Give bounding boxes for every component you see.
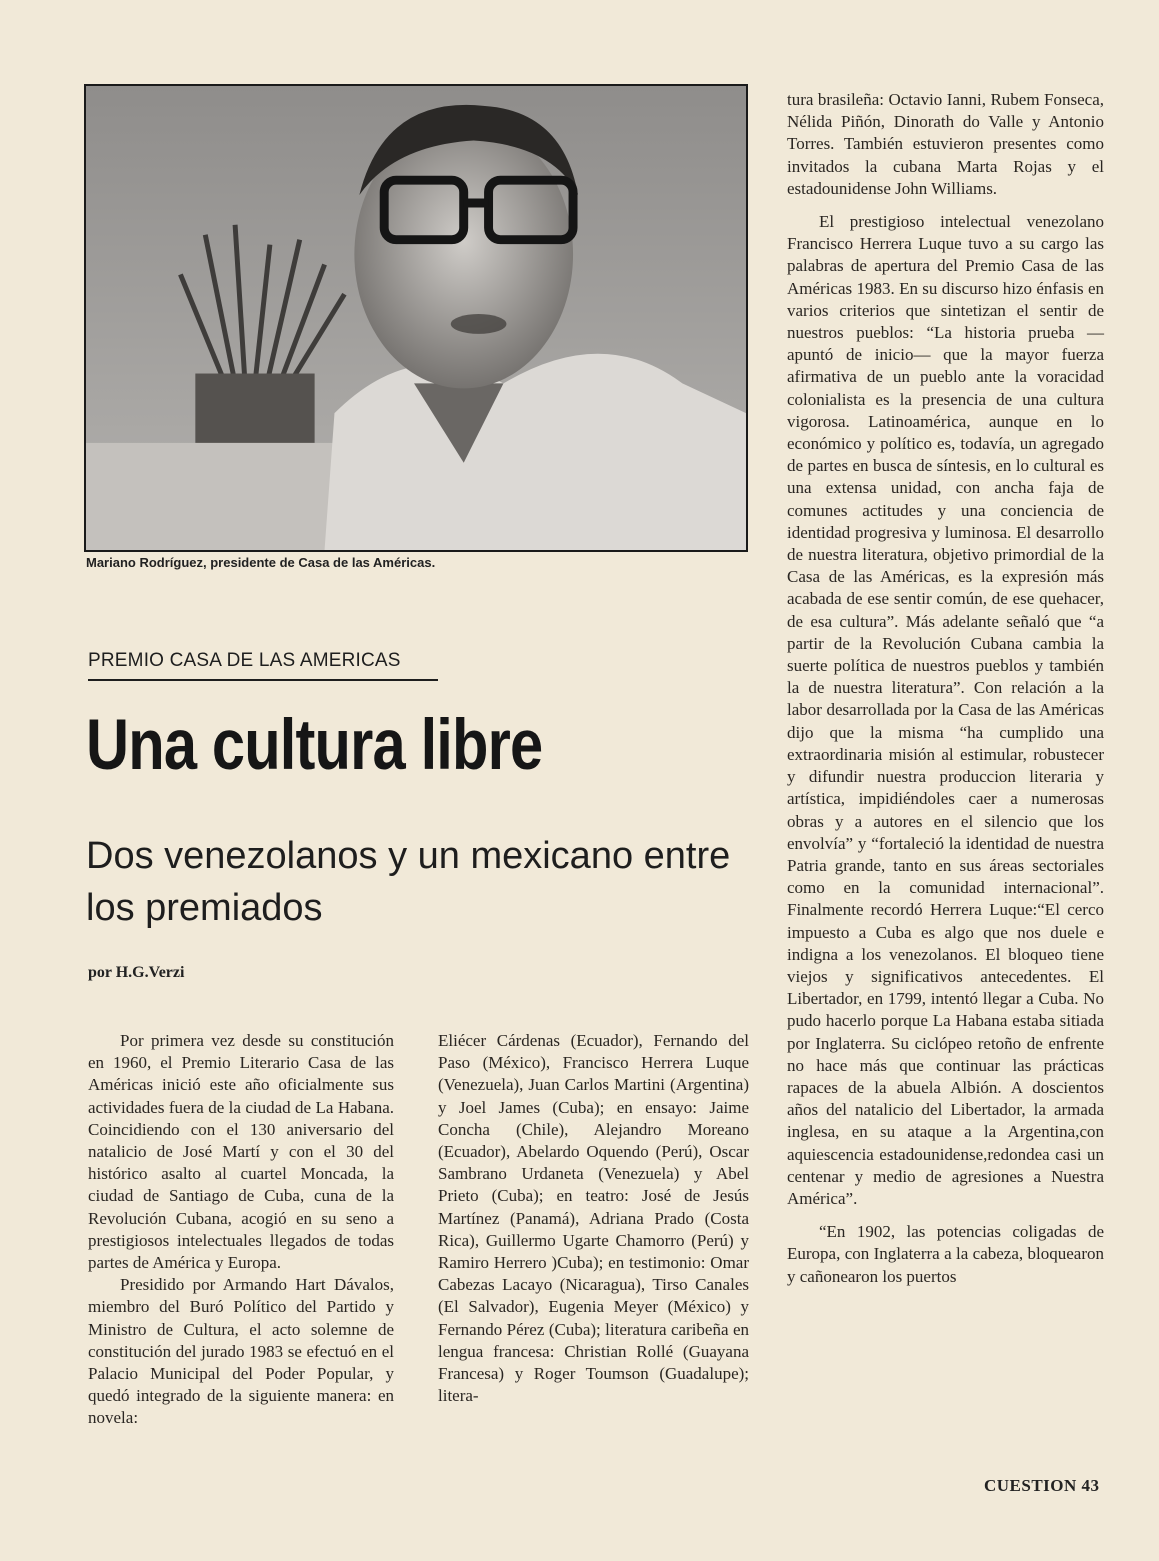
paragraph: Por primera vez desde su constitución en 1960, el Premio Literario Casa de las Américas inició este año oficialmente sus actividades fuera de la ciudad de La Habana. Coincidiendo con el 130 aniversario del natalicio de José Martí y con el 30 del histórico asalto al cuartel Moncada, la ciudad de Santiago de Cuba, cuna de la Revolución Cubana, acogió en su seno a prestigiosos intelectuales llegados de todas partes de América y Europa. bbox=[88, 1031, 394, 1273]
portrait-image bbox=[86, 86, 746, 550]
paragraph: Presidido por Armando Hart Dávalos, miembro del Buró Político del Partido y Ministro de Cultura, el acto solemne de constitución del jurado 1983 se efectuó en el Palacio Municipal del Poder Popular, y quedó integrado de la siguiente manera: en novela: bbox=[88, 1275, 394, 1428]
article-byline: por H.G.Verzi bbox=[88, 964, 185, 981]
page-folio: CUESTION 43 bbox=[984, 1476, 1100, 1495]
article-subtitle: Dos venezolanos y un mexicano entre los premiados bbox=[86, 835, 731, 929]
section-label: PREMIO CASA DE LAS AMERICAS bbox=[88, 650, 401, 671]
text-column-2 bbox=[438, 1030, 749, 1407]
text-column-3 bbox=[787, 89, 1104, 1288]
paragraph: Eliécer Cárdenas (Ecuador), Fernando del Paso (México), Francisco Herrera Luque (Venezuela), Juan Carlos Martini (Argentina) y Joel James (Cuba); en ensayo: Jaime Concha (Chile), Alejandro Moreano (Ecuador), Abelardo Oquendo (Perú), Oscar Sambrano Urdaneta (Venezuela) y Abel Prieto (Cuba); en teatro: José de Jesús Martínez (Panamá), Adriana Prado (Costa Rica), Guillermo Ugarte Chamorro (Perú) y Ramiro Herrero )Cuba); en testimonio: Omar Cabezas Lacayo (Nicaragua), Tirso Canales (El Salvador), Eugenia Meyer (México) y Fernando Pérez (Cuba); literatura caribeña en lengua francesa: Christian Rollé (Guayana Francesa) y Roger Toumson (Guadalupe); litera- bbox=[438, 1031, 749, 1406]
article-headline: Una cultura libre bbox=[86, 706, 543, 785]
paragraph: tura brasileña: Octavio Ianni, Rubem Fonseca, Nélida Piñón, Dinorath do Valle y Antonio Torres. También estuvieron presentes como invitados la cubana Marta Rojas y el estadounidense John Williams. bbox=[787, 90, 1104, 198]
section-divider bbox=[88, 679, 438, 681]
paragraph: El prestigioso intelectual venezolano Francisco Herrera Luque tuvo a su cargo las palabras de apertura del Premio Casa de las Américas 1983. En su discurso hizo énfasis en varios criterios que sintetizan el sentir de nuestros pueblos: “La historia prueba —apuntó de inicio— que la mayor fuerza afirmativa de un pueblo ante la voracidad colonialista es la presencia de una cultura vigorosa. Latinoamérica, aunque en lo económico y político es, todavía, un agregado de partes en busca de síntesis, en lo cultural es una extensa unidad, con ancha faja de comunes actitudes y una conciencia de identidad progresiva y luminosa. El desarrollo de nuestra literatura, objetivo primordial de la Casa de las Américas, es la expresión más acabada de ese sentir común, de ese quehacer, de esa cultura”. Más adelante señaló que “a partir de la Revolución Cubana cambia la suerte política de nuestros pueblos y también la de nuestra literatura”. Con relación a la labor desarrollada por la Casa de las Américas dijo que la misma “ha cumplido una extraordinaria misión al estimular, robustecer y difundir nuestra produccion literaria y artística, impidiéndoles caer a numerosas obras y a autores en el silencio que los envolvía” y “fortaleció la identidad de nuestra Patria grande, tanto en sus áreas sectoriales como en la comunidad internacional”. Finalmente recordó Herrera Luque:“El cerco impuesto a Cuba es algo que nos duele e indigna a los venezolanos. El bloqueo tiene viejos y significativos antecedentes. El Libertador, en 1799, intentó llegar a Cuba. No pudo hacerlo porque La Habana estaba sitiada por Inglaterra. Su ciclópeo retoño de enfrente no hace más que continuar las prácticas rapaces de la abuela Albión. A doscientos años del natalicio del Libertador, la armada inglesa, en su ataque a la Argentina,con aquiescencia estadounidense,redondea casi un centenar y medio de agresiones a Nuestra América”. bbox=[787, 212, 1104, 1208]
paragraph: “En 1902, las potencias coligadas de Europa, con Inglaterra a la cabeza, bloquearon y cañonearon los puertos bbox=[787, 1222, 1104, 1286]
text-column-1 bbox=[88, 1030, 394, 1430]
photo-caption: Mariano Rodríguez, presidente de Casa de las Américas. bbox=[86, 555, 436, 570]
portrait-photo bbox=[84, 84, 748, 552]
